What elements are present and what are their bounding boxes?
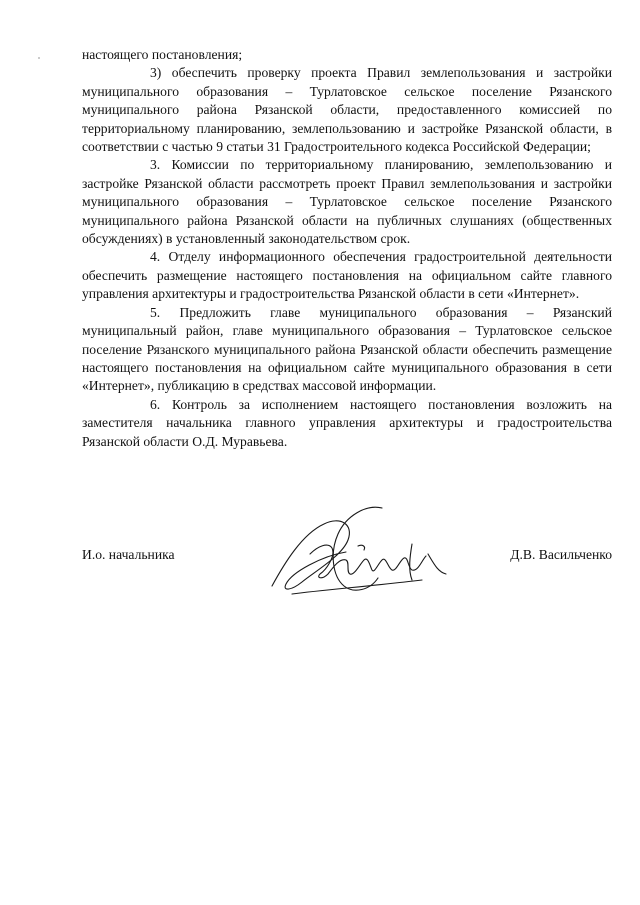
paragraph-number: 4. — [150, 249, 161, 265]
paragraph-text: Предложить главе муниципального образования – Рязанский муниципальный район, главе муниципального образования – Турлатовское сельское поселение Рязанского муниципального района Рязанской области обеспечить размещение настоящего постановления на официальном сайте муниципального образования в сети «Интернет», публикацию в средствах массовой информации. — [82, 304, 612, 394]
scan-speck — [38, 57, 40, 59]
signer-position: И.о. начальника — [82, 547, 175, 562]
paragraph-number: 3) — [150, 65, 162, 81]
paragraph-item-3 — [82, 156, 612, 248]
paragraph-text: Комиссии по территориальному планированию, землепользованию и застройке Рязанской области рассмотреть проект Правил землепользования и застройки муниципального образования – Турлатовское сельское поселение Рязанского муниципального района Рязанской области на публичных слушаниях (общественных обсуждениях) в установленный законодательством срок. — [82, 157, 612, 247]
paragraph-text: Контроль за исполнением настоящего постановления возложить на заместителя начальника главного управления архитектуры и градостроительства Рязанской области О.Д. Муравьева. — [82, 396, 613, 449]
document-body — [82, 46, 612, 451]
paragraph-text: Отделу информационного обеспечения градостроительной деятельности обеспечить размещение настоящего постановления на официальном сайте главного управления архитектуры и градостроительства Рязанской области в сети «Интернет». — [82, 249, 613, 302]
paragraph-text: настоящего постановления; — [82, 47, 243, 62]
paragraph-continuation — [82, 46, 612, 64]
paragraph-item-3-subpoint — [82, 64, 612, 156]
signature-block — [82, 546, 612, 576]
signer-name: Д.В. Васильченко — [510, 547, 612, 562]
paragraph-text: обеспечить проверку проекта Правил землепользования и застройки муниципального образования – Турлатовское сельское поселение Рязанского муниципального района Рязанской области, предоставленного комиссией по территориальному планированию, землепользованию и застройке Рязанской области, в соответствии с частью 9 статьи 31 Градостроительного кодекса Российской Федерации; — [82, 65, 613, 155]
paragraph-number: 6. — [150, 396, 161, 412]
paragraph-item-4 — [82, 248, 612, 303]
paragraph-number: 5. — [150, 304, 161, 320]
paragraph-item-6 — [82, 396, 612, 451]
paragraph-number: 3. — [150, 157, 161, 173]
paragraph-item-5 — [82, 304, 612, 396]
